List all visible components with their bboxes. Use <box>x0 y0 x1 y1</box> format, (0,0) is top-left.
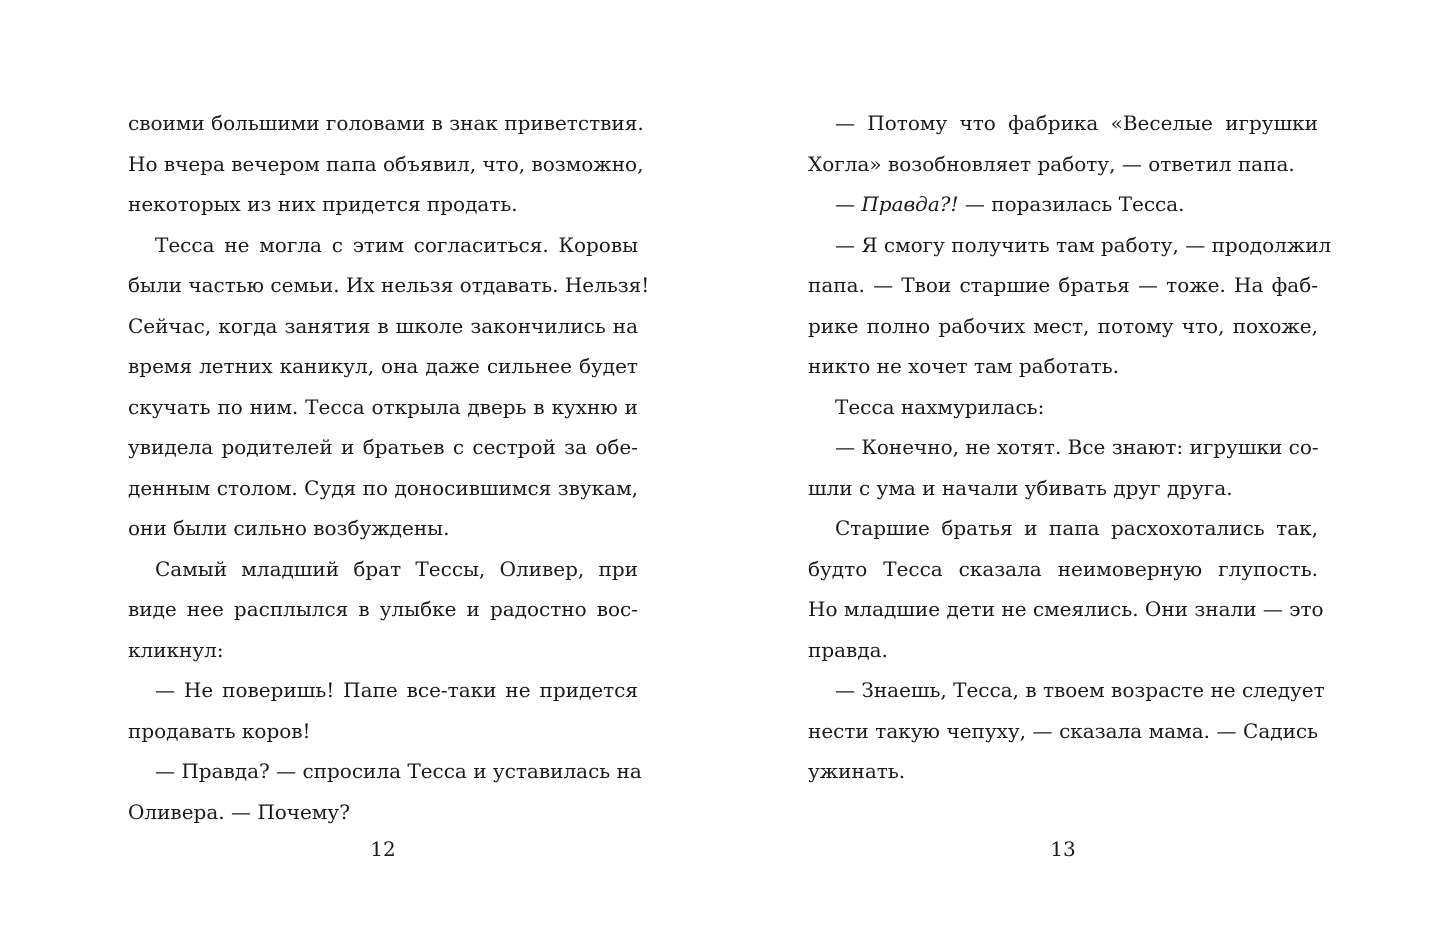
text-line: Сейчас, когда занятия в школе закончились на <box>128 313 638 338</box>
text-line: — Правда? — спросила Тесса и уставилась на <box>155 759 642 783</box>
text-line: продавать коров! <box>128 718 311 743</box>
text-line: нести такую чепуху, — сказала мама. — Садись <box>808 718 1318 743</box>
text-line: рике полно рабочих мест, потому что, похоже, <box>808 313 1318 338</box>
text-line: виде нее расплылся в улыбке и радостно вос- <box>128 597 638 621</box>
right-page-text <box>808 103 1332 792</box>
right-page <box>808 0 1332 935</box>
text-line: папа. — Твои старшие братья — тоже. На фаб- <box>808 273 1318 297</box>
text-line: Самый младший брат Тессы, Оливер, при <box>155 556 638 581</box>
text-line-rest: — поразилась Тесса. <box>958 192 1185 216</box>
text-line: Оливера. — Почему? <box>128 799 350 824</box>
text-line <box>808 184 1318 225</box>
text-line: будто Тесса сказала неимоверную глупость. <box>808 556 1318 581</box>
text-line: Хогла» возобновляет работу, — ответил папа. <box>808 151 1295 176</box>
text-line: — Не поверишь! Папе все-таки не придется <box>155 678 638 702</box>
text-line-italic: Правда?! <box>861 192 959 216</box>
text-line: шли с ума и начали убивать друг друга. <box>808 475 1233 500</box>
text-line: некоторых из них придется продать. <box>128 192 518 216</box>
text-line: Тесса не могла с этим согласиться. Коровы <box>155 232 638 257</box>
text-line: своими большими головами в знак приветствия. <box>128 111 644 135</box>
text-line: ужинать. <box>808 759 906 783</box>
text-line: — Потому что фабрика «Веселые игрушки <box>835 111 1318 135</box>
text-line: — Знаешь, Тесса, в твоем возрасте не следует <box>835 678 1325 702</box>
text-line: Старшие братья и папа расхохотались так, <box>835 516 1318 540</box>
text-line: время летних каникул, она даже сильнее будет <box>128 354 638 378</box>
text-line: денным столом. Судя по доносившимся звукам, <box>128 475 638 500</box>
text-line: — Я смогу получить там работу, — продолжил <box>835 232 1332 257</box>
left-page-text <box>128 103 650 832</box>
text-line: кликнул: <box>128 637 224 662</box>
page-number-right: 13 <box>1050 837 1076 861</box>
left-page <box>128 0 650 935</box>
text-line: — Конечно, не хотят. Все знают: игрушки со- <box>835 435 1319 459</box>
text-line: никто не хочет там работать. <box>808 354 1119 378</box>
text-line-prefix: — <box>835 192 862 216</box>
text-line: Но младшие дети не смеялись. Они знали — это <box>808 597 1324 621</box>
text-line: они были сильно возбуждены. <box>128 516 450 540</box>
page-number-left: 12 <box>370 837 396 861</box>
text-line: увидела родителей и братьев с сестрой за обе- <box>128 435 638 459</box>
text-line: Тесса нахмурилась: <box>835 394 1045 419</box>
text-line: скучать по ним. Тесса открыла дверь в кухню и <box>128 394 638 419</box>
text-line: Но вчера вечером папа объявил, что, возможно, <box>128 151 644 176</box>
text-line: были частью семьи. Их нельзя отдавать. Нельзя! <box>128 273 650 297</box>
text-line: правда. <box>808 637 888 662</box>
